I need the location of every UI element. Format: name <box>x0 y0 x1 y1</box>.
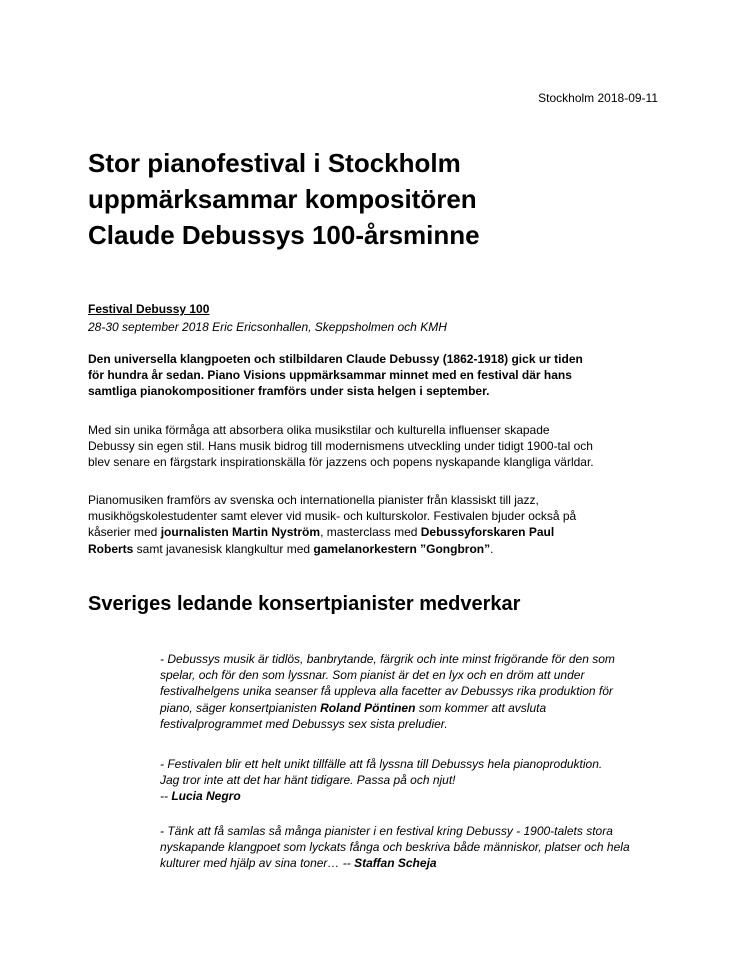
text-line: - Festivalen blir ett helt unikt tillfälle att få lyssna till Debussys hela pianoproduktion. <box>160 757 603 771</box>
date-line: Stockholm 2018-09-11 <box>538 91 658 105</box>
quote-pontinen <box>160 651 670 732</box>
researcher-surname: Roberts <box>88 541 134 556</box>
text-run: , masterclass med <box>320 525 421 540</box>
gamelan-orchestra-name: gamelanorkestern ”Gongbron” <box>313 541 491 556</box>
festival-name: Festival Debussy 100 <box>88 302 210 316</box>
title-line: Claude Debussys 100-årsminne <box>88 220 480 250</box>
body-paragraph-style <box>88 422 673 471</box>
text-line: - Debussys musik är tidlös, banbrytande, färgrik och inte minst frigörande för den som <box>160 652 615 666</box>
text-line: Med sin unika förmåga att absorbera olika musikstilar och kulturella influenser skapade <box>88 423 550 437</box>
text-line <box>160 700 670 716</box>
text-run: kulturer med hjälp av sina toner… -- <box>160 856 355 871</box>
text-line: musikhögskolestudenter samt elever vid musik- och kulturskolor. Festivalen bjuder också på <box>88 509 577 524</box>
text-run: kåserier med <box>88 525 161 540</box>
text-line: Debussy sin egen stil. Hans musik bidrog till modernismens utveckling under tidigt 1900-tal och <box>88 439 593 454</box>
pianist-name: Roland Pöntinen <box>320 700 416 715</box>
text-line: Den universella klangpoeten och stilbildaren Claude Debussy (1862-1918) gick ur tiden <box>88 352 583 366</box>
text-line: för hundra år sedan. Piano Visions uppmärksammar minnet med en festival där hans <box>88 368 572 383</box>
text-run: piano, säger konsertpianisten <box>160 700 321 715</box>
section-heading: Sveriges ledande konsertpianister medverkar <box>88 593 521 615</box>
text-line: Pianomusiken framförs av svenska och internationella pianister från klassiskt till jazz, <box>88 493 539 507</box>
lead-paragraph <box>88 351 673 400</box>
text-line: festivalprogrammet med Debussys sex sista preludier. <box>160 716 448 731</box>
quote-negro <box>160 756 670 805</box>
text-line: Jag tror inte att det har hänt tidigare. Passa på och njut! <box>160 773 456 788</box>
text-run: . <box>490 541 494 556</box>
text-line: spelar, och för den som lyssnar. Som pianist är det en lyx och en dröm att under <box>160 668 585 683</box>
title-line: Stor pianofestival i Stockholm <box>88 148 461 178</box>
text-run: som kommer att avsluta <box>415 700 547 715</box>
body-paragraph-program <box>88 492 673 557</box>
text-line: festivalhelgens unika seanser få uppleva alla facetter av Debussys rika produktion för <box>160 684 613 699</box>
text-line <box>88 541 673 557</box>
page-title <box>88 145 668 253</box>
pianist-name: Lucia Negro <box>171 789 241 804</box>
text-line: samtliga pianokompositioner framförs under sista helgen i september. <box>88 384 490 399</box>
journalist-name: journalisten Martin Nyström <box>160 525 321 540</box>
text-line: - Tänk att få samlas så många pianister i en festival kring Debussy - 1900-talets stora <box>160 824 613 838</box>
text-line <box>160 855 670 871</box>
text-line <box>160 788 670 804</box>
researcher-name: Debussyforskaren Paul <box>420 525 555 540</box>
festival-dates-venue: 28-30 september 2018 Eric Ericsonhallen, Skeppsholmen och KMH <box>88 320 447 334</box>
text-line: nyskapande klangpoet som lyckats fånga och beskriva både människor, platser och hela <box>160 840 630 855</box>
title-line: uppmärksammar kompositören <box>88 184 477 214</box>
text-line <box>88 524 673 540</box>
text-line: blev senare en färgstark inspirationskälla för jazzens och popens nyskapande klangliga världar. <box>88 455 594 470</box>
pianist-name: Staffan Scheja <box>354 856 437 871</box>
text-run: -- <box>160 789 172 804</box>
text-run: samt javanesisk klangkultur med <box>133 541 314 556</box>
quote-scheja <box>160 823 670 872</box>
